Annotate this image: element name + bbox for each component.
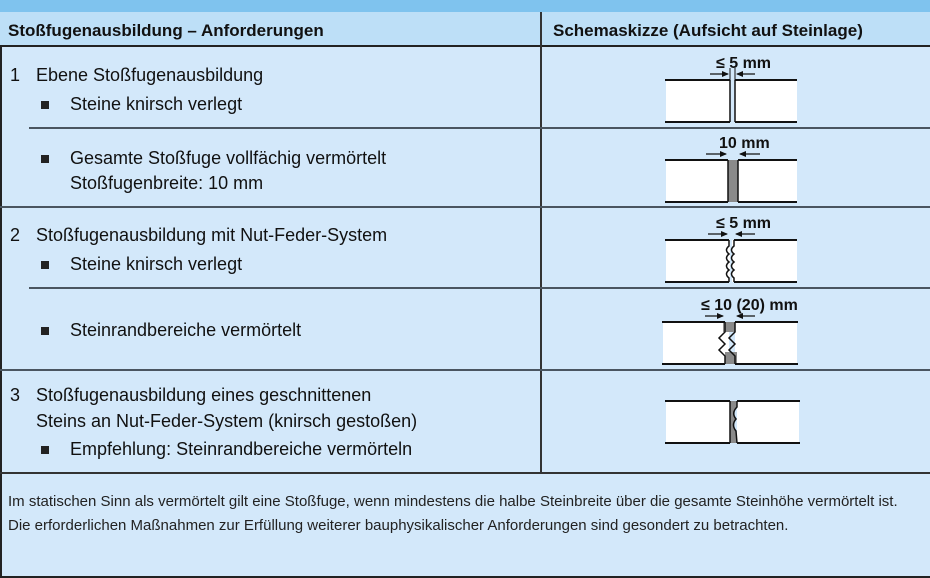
bullet-icon — [41, 261, 49, 269]
bullet-icon — [41, 446, 49, 454]
subrow-divider — [29, 287, 930, 289]
header-requirements: Stoßfugenausbildung – Anforderungen — [8, 21, 324, 40]
row-divider — [0, 369, 930, 371]
sketch-tongue-groove-mortared — [655, 292, 820, 367]
row-divider — [0, 206, 930, 208]
bullet-text: Steine knirsch verlegt — [70, 94, 243, 114]
bullet-text-line2: Stoßfugenbreite: 10 mm — [70, 173, 264, 193]
sketch-flat-mortared — [660, 130, 805, 205]
bullet-icon — [41, 101, 49, 109]
row-number: 2 — [10, 225, 21, 245]
header-sketch: Schemaskizze (Aufsicht auf Steinlage) — [553, 21, 863, 40]
bullet-icon — [41, 155, 49, 163]
row-number: 1 — [10, 65, 21, 85]
bullet-text: Gesamte Stoßfuge vollfächig vermörtelt — [70, 148, 387, 168]
top-band — [0, 0, 930, 12]
sketch-tongue-groove-butt — [660, 210, 805, 285]
row-number: 3 — [10, 385, 21, 405]
note-divider — [0, 472, 930, 474]
table-header — [0, 12, 930, 47]
row-title: Stoßfugenausbildung eines geschnittenen — [36, 385, 372, 405]
sketch-cut-stone — [660, 395, 805, 445]
column-divider — [540, 12, 542, 473]
dimension-label: ≤ 5 mm — [716, 55, 772, 72]
bullet-text: Steine knirsch verlegt — [70, 254, 243, 274]
footnote: Im statischen Sinn als vermörtelt gilt eine Stoßfuge, wenn mindestens die halbe Steinbreite über die gesamte Steinhöhe vermörtelt ist. Die erforderlichen Maßnahmen zur Erfüllung weiterer bauphysikalischer Anforderungen sind gesondert zu betrachten. — [8, 493, 898, 534]
subrow-divider — [29, 127, 930, 129]
bullet-icon — [41, 327, 49, 335]
sketch-flat-butt — [660, 50, 805, 125]
dimension-label: ≤ 5 mm — [716, 215, 772, 232]
bullet-text: Empfehlung: Steinrandbereiche vermörteln — [70, 439, 413, 459]
dimension-label: 10 mm — [719, 135, 770, 152]
dimension-label: ≤ 10 (20) mm — [701, 297, 798, 314]
row-title-line2: Steins an Nut-Feder-System (knirsch gestoßen) — [36, 411, 418, 431]
bullet-text: Steinrandbereiche vermörtelt — [70, 320, 302, 340]
row-title: Stoßfugenausbildung mit Nut-Feder-System — [36, 225, 388, 245]
row-title: Ebene Stoßfugenausbildung — [36, 65, 264, 85]
